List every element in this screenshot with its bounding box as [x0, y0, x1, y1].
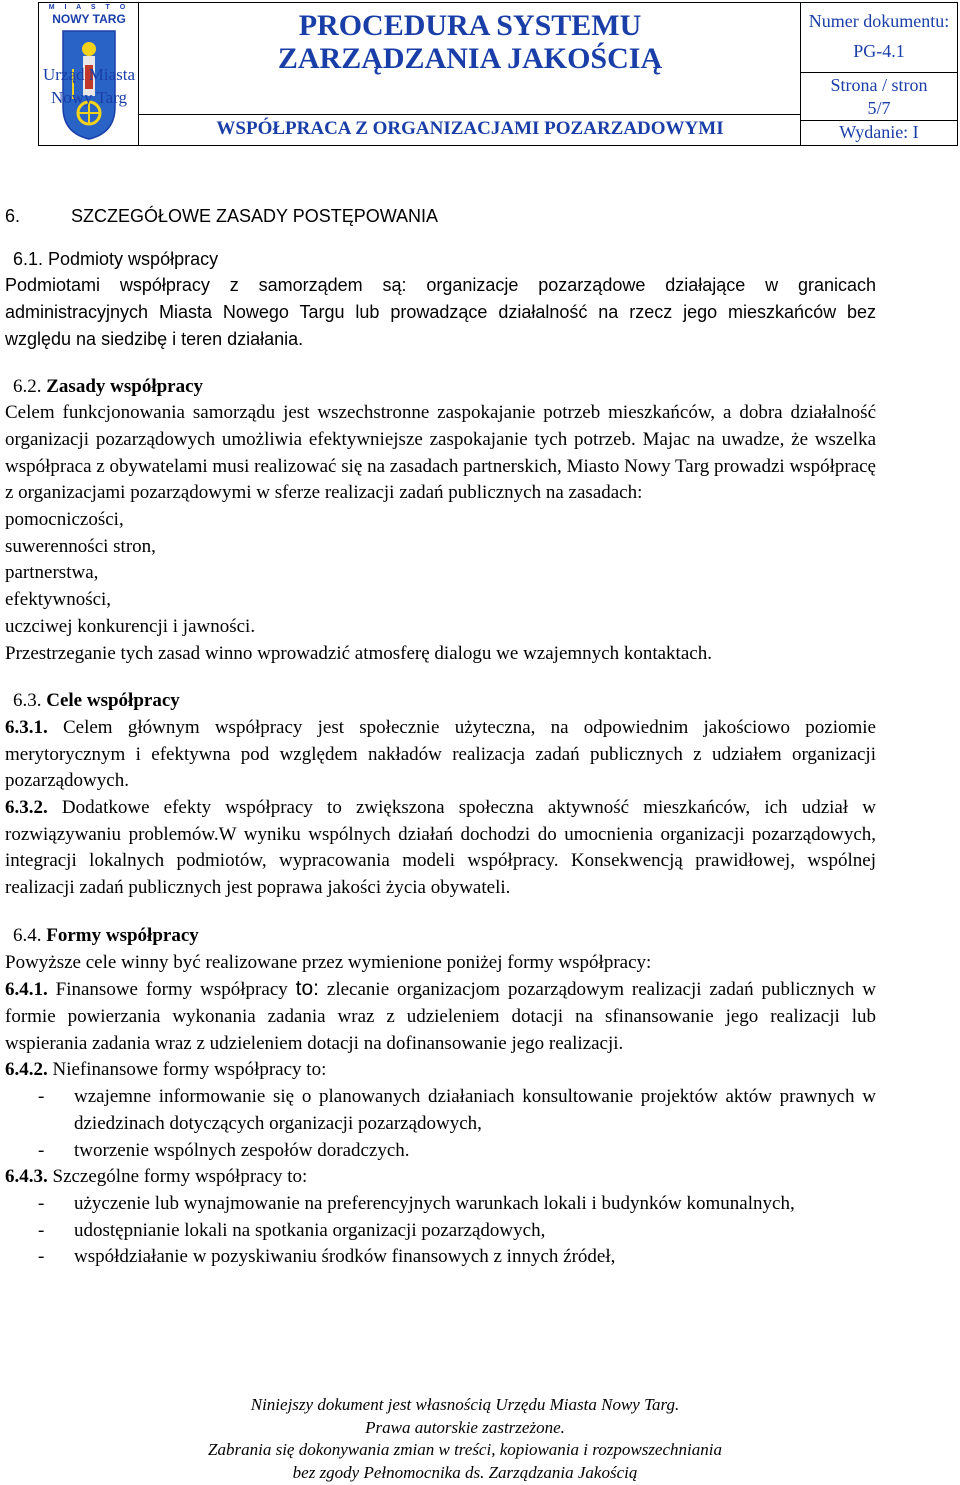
logo-cell — [39, 3, 139, 145]
subsection-6-3-number: 6.3. — [13, 690, 42, 712]
logo-overlay-line1: Urząd Miasta — [42, 65, 136, 84]
subsection-6-3-1 — [5, 715, 876, 795]
logo-overlay-line2: Nowy Targ — [50, 88, 128, 107]
list-dash: - — [38, 1246, 45, 1268]
page-value: 5/7 — [867, 98, 891, 118]
subsection-6-4-3-text: Szczególne formy współpracy to: — [52, 1166, 308, 1188]
footer-line3: Zabrania się dokonywania zmian w treści, kopiowania i rozpowszechniania — [208, 1440, 722, 1459]
subsection-6-3-1-number: 6.3.1. — [5, 716, 48, 738]
coat-of-arms-icon — [61, 29, 117, 141]
page-cell — [801, 73, 957, 121]
list-dash: - — [38, 1139, 45, 1161]
subsection-6-2-number: 6.2. — [13, 375, 42, 397]
footer-line1: Niniejszy dokument jest własnością Urzędu Miasta Nowy Targ. — [250, 1395, 680, 1414]
subsection-6-4-number: 6.4. — [13, 924, 42, 946]
principle-item: uczciwej konkurencji i jawności. — [5, 615, 256, 637]
list-item-text: tworzenie wspólnych zespołów doradczych. — [74, 1139, 410, 1161]
footer-line2: Prawa autorskie zastrzeżone. — [365, 1417, 565, 1437]
subtitle-cell — [139, 115, 801, 145]
logo-top-text: M I A S T O — [48, 4, 130, 11]
procedure-title-line2: ZARZĄDZANIA JAKOŚCIĄ — [277, 42, 663, 75]
subsection-6-4-2-text: Niefinansowe formy współpracy to: — [52, 1059, 327, 1081]
subsection-6-1-text: Podmiotami współpracy z samorządem są: organizacje pozarządowe działające w granicach administracyjnych Miasta Nowego Targu lub prowadzące działalność na rzecz jego mieszkańców bez względu na siedzibę i teren działania. — [5, 275, 876, 349]
subsection-6-2-title: Zasady współpracy — [46, 375, 204, 397]
subsection-6-2-heading — [5, 374, 876, 401]
document-body — [5, 203, 876, 1271]
footer-line4: bez zgody Pełnomocnika ds. Zarządzania Jakością — [292, 1462, 638, 1482]
list-item — [5, 1191, 876, 1218]
subsection-6-2-closing: Przestrzeganie tych zasad winno wprowadzić atmosferę dialogu we wzajemnych kontaktach. — [5, 642, 712, 664]
subsection-6-4-1-text-a: Finansowe formy współpracy — [55, 979, 288, 1001]
document-header — [38, 2, 958, 146]
subsection-6-3-2-number: 6.3.2. — [5, 797, 48, 819]
subsection-6-4-title: Formy współpracy — [46, 924, 199, 946]
doc-number-cell — [801, 3, 957, 73]
principle-item: efektywności, — [5, 589, 112, 611]
section-number: 6. — [5, 206, 21, 226]
list-item — [5, 1244, 876, 1271]
list-item — [5, 1138, 876, 1165]
section-heading — [5, 203, 876, 230]
subsection-6-4-3 — [5, 1164, 876, 1191]
list-item-text: udostępnianie lokali na spotkania organizacji pozarządowych, — [74, 1219, 546, 1241]
edition: Wydanie: I — [839, 122, 919, 142]
subsection-6-3-1-text: Celem głównym współpracy jest społecznie użyteczna, na odpowiednim jakościowo poziomie merytorycznym i efektywna pod względem nakładów realizacja zadań publicznych z udziałem organizacji pozarządowych. — [5, 716, 876, 792]
subsection-6-3-2 — [5, 795, 876, 902]
list-dash: - — [38, 1219, 45, 1241]
list-item-text: współdziałanie w pozyskiwaniu środków finansowych z innych źródeł, — [74, 1246, 616, 1268]
list-item-text: wzajemne informowanie się o planowanych działaniach konsultowanie projektów aktów prawnych w dziedzinach dotyczących organizacji pozarządowych, — [74, 1086, 876, 1134]
subsection-6-4-1 — [5, 976, 876, 1057]
list-dash: - — [38, 1086, 45, 1108]
subsection-6-4-text: Powyższe cele winny być realizowane przez wymienione poniżej formy współpracy: — [5, 951, 652, 973]
logo-city-name: NOWY TARG — [52, 12, 126, 26]
subsection-6-1-title: 6.1. Podmioty współpracy — [13, 248, 219, 269]
subsection-6-3-title: Cele współpracy — [46, 690, 180, 712]
subsection-6-2-text: Celem funkcjonowania samorządu jest wszechstronne zaspokajanie potrzeb mieszkańców, a dobra działalność organizacji pozarządowych umożliwia efektywniejsze zaspokajanie tych potrzeb. Majac na uwadze, że wszelka współpraca z obywatelami musi realizować się na zasadach partnerskich, Miasto Nowy Targ prowadzi współpracę z organizacjami pozarządowymi w sferze realizacji zadań publicznych na zasadach: — [5, 402, 876, 504]
principle-item: partnerstwa, — [5, 562, 99, 584]
subsection-6-4-3-number: 6.4.3. — [5, 1166, 48, 1188]
list-dash: - — [38, 1192, 45, 1214]
list-item — [5, 1084, 876, 1137]
doc-number-label: Numer dokumentu: — [808, 11, 950, 31]
subsection-6-3-2-text: Dodatkowe efekty współpracy to zwiększona społeczna aktywność mieszkańców, ich udział w rozwiązywaniu problemów.W wyniku wspólnych działań dochodzi do umocnienia organizacji pozarządowych, integracji lokalnych podmiotów, wypracowania modeli współpracy. Konsekwencją prawidłowej, wspólnej realizacji zadań publicznych jest poprawa jakości życia obywateli. — [5, 797, 877, 899]
document-footer — [0, 1394, 930, 1484]
list-item — [5, 1218, 876, 1245]
subsection-6-4-1-text-b: zlecanie organizacjom pozarządowym realizacji zadań publicznych w formie powierzania wykonania zadania wraz z udzieleniem dotacji na sfinansowanie jego realizacji lub wspierania zadania wraz z udzieleniem dotacji na dofinansowanie jego realizacji. — [5, 979, 877, 1054]
edition-cell — [801, 121, 957, 145]
doc-number: PG-4.1 — [853, 41, 905, 61]
subsection-6-4-2-number: 6.4.2. — [5, 1059, 48, 1081]
principle-item: pomocniczości, — [5, 509, 124, 531]
procedure-title-line1: PROCEDURA SYSTEMU — [298, 9, 642, 42]
subsection-6-4-2 — [5, 1057, 876, 1084]
section-title: SZCZEGÓŁOWE ZASADY POSTĘPOWANIA — [71, 206, 439, 226]
subsection-6-4-1-to: to: — [295, 977, 320, 1001]
subsection-6-4-1-number: 6.4.1. — [5, 979, 48, 1001]
subsection-6-4-heading — [5, 923, 876, 950]
subsection-6-3-heading — [5, 688, 876, 715]
list-item-text: użyczenie lub wynajmowanie na preferencyjnych warunkach lokali i budynków komunalnych, — [74, 1192, 795, 1214]
procedure-subtitle: WSPÓŁPRACA Z ORGANIZACJAMI POZARZADOWYMI — [216, 118, 724, 139]
page-label: Strona / stron — [830, 75, 928, 95]
title-cell — [139, 3, 801, 115]
principle-item: suwerenności stron, — [5, 535, 156, 557]
